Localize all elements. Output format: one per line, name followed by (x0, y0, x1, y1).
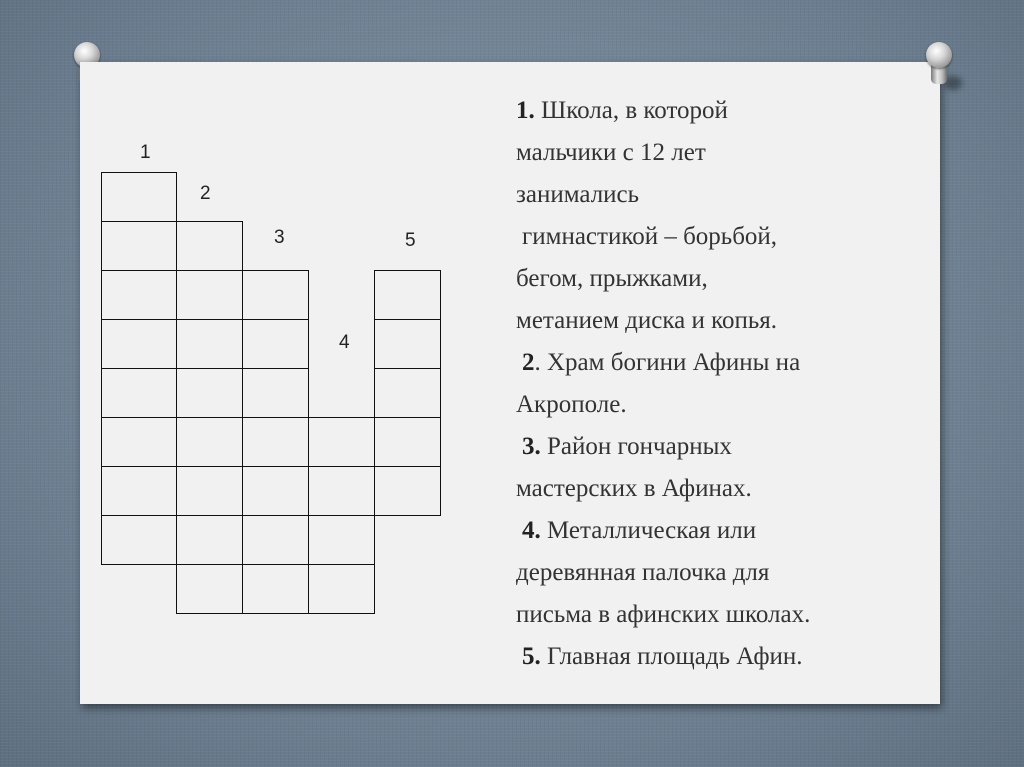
crossword-number-4: 4 (339, 332, 350, 353)
crossword-cell[interactable] (374, 270, 441, 320)
crossword-cell[interactable] (176, 270, 243, 320)
crossword-cell[interactable] (176, 368, 243, 418)
clue-3 (516, 426, 926, 510)
crossword-cell[interactable] (176, 515, 243, 565)
clues-list (516, 90, 926, 678)
clue-5 (516, 636, 926, 678)
clue-number: 3. (522, 433, 541, 460)
crossword-cell[interactable] (101, 172, 177, 222)
crossword-number-5: 5 (405, 230, 416, 251)
crossword-cell[interactable] (242, 270, 309, 320)
crossword-cell[interactable] (101, 270, 177, 320)
clue-line: Акрополе. (516, 391, 627, 418)
crossword-cell[interactable] (242, 417, 309, 467)
crossword-cell[interactable] (308, 515, 375, 565)
clue-line: . Храм богини Афины на (534, 349, 801, 376)
clue-line: Металлическая или (547, 517, 757, 544)
crossword-cell[interactable] (101, 466, 177, 516)
clue-line: Школа, в которой (541, 97, 728, 124)
clue-line: деревянная палочка для (516, 559, 770, 586)
crossword-cell[interactable] (242, 515, 309, 565)
crossword-cell[interactable] (308, 466, 375, 516)
clue-number: 5. (522, 643, 541, 670)
worksheet-card (80, 62, 940, 704)
clue-line: Район гончарных (547, 433, 732, 460)
crossword-cell[interactable] (242, 319, 309, 369)
clue-4 (516, 510, 926, 636)
crossword-cell[interactable] (176, 221, 243, 271)
clue-1 (516, 90, 926, 342)
crossword-cell[interactable] (308, 564, 375, 614)
crossword-cell[interactable] (101, 221, 177, 271)
crossword-cell[interactable] (308, 417, 375, 467)
crossword-cell[interactable] (242, 466, 309, 516)
crossword-cell[interactable] (101, 368, 177, 418)
clue-line: мальчики с 12 лет (516, 139, 706, 166)
clue-2 (516, 342, 926, 426)
crossword-cell[interactable] (101, 515, 177, 565)
crossword-cell[interactable] (176, 466, 243, 516)
crossword-cell[interactable] (374, 368, 441, 418)
crossword-cell[interactable] (101, 319, 177, 369)
crossword-number-3: 3 (274, 227, 285, 248)
clue-number: 4. (522, 517, 541, 544)
clue-number: 2 (522, 349, 535, 376)
crossword-cell[interactable] (176, 417, 243, 467)
crossword-cell[interactable] (242, 368, 309, 418)
clue-line: метанием диска и копья. (516, 307, 778, 334)
clue-number: 1. (516, 97, 535, 124)
clue-line: бегом, прыжками, (516, 265, 708, 292)
crossword-number-2: 2 (200, 183, 211, 204)
crossword-cell[interactable] (374, 466, 441, 516)
crossword-cell[interactable] (374, 319, 441, 369)
crossword-cell[interactable] (101, 417, 177, 467)
crossword-cell[interactable] (176, 319, 243, 369)
clue-line: мастерских в Афинах. (516, 475, 752, 502)
crossword-number-1: 1 (140, 142, 151, 163)
clue-line: гимнастикой – борьбой, (522, 223, 778, 250)
clue-line: Главная площадь Афин. (547, 643, 803, 670)
pushpin-right-icon (924, 42, 954, 88)
clue-line: письма в афинских школах. (516, 601, 811, 628)
crossword-cell[interactable] (374, 417, 441, 467)
crossword-cell[interactable] (176, 564, 243, 614)
crossword-cell[interactable] (242, 564, 309, 614)
clue-line: занимались (516, 181, 640, 208)
